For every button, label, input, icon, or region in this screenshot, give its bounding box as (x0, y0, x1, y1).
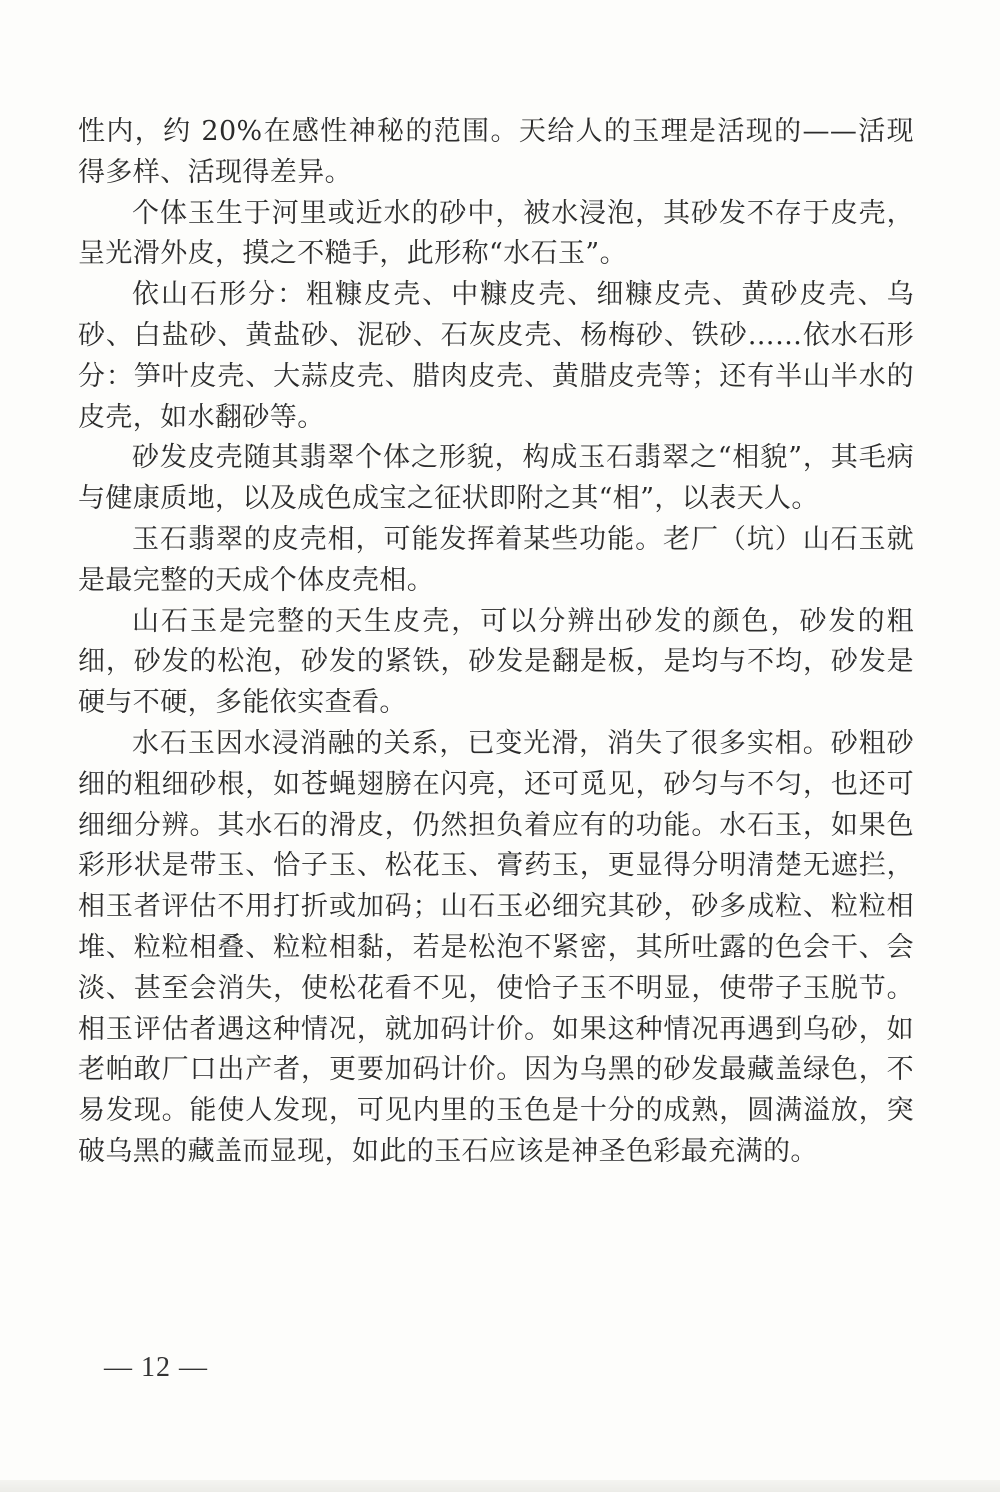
page-number: — 12 — (104, 1352, 208, 1383)
paragraph-7: 水石玉因水浸消融的关系，已变光滑，消失了很多实相。砂粗砂细的粗细砂根，如苍蝇翅膀在闪亮，还可觅见，砂匀与不匀，也还可细细分辨。其水石的滑皮，仍然担负着应有的功能。水石玉，如果色彩形状是带玉、恰子玉、松花玉、膏药玉，更显得分明清楚无遮拦，相玉者评估不用打折或加码；山石玉必细究其砂，砂多成粒、粒粒相堆、粒粒相叠、粒粒相黏，若是松泡不紧密，其所吐露的色会干、会淡、甚至会消失，使松花看不见，使恰子玉不明显，使带子玉脱节。相玉评估者遇这种情况，就加码计价。如果这种情况再遇到乌砂，如老帕敢厂口出产者，更要加码计价。因为乌黑的砂发最藏盖绿色，不易发现。能使人发现，可见内里的玉色是十分的成熟，圆满溢放，突破乌黑的藏盖而显现，如此的玉石应该是神圣色彩最充满的。 (78, 727, 914, 1167)
paragraph-1: 性内，约 20%在感性神秘的范围。天给人的玉理是活现的——活现得多样、活现得差异。 (78, 116, 914, 188)
body-text (78, 112, 914, 1173)
paragraph-2: 个体玉生于河里或近水的砂中，被水浸泡，其砂发不存于皮壳，呈光滑外皮，摸之不糙手，此形称“水石玉”。 (78, 197, 914, 270)
paragraph-4: 砂发皮壳随其翡翠个体之形貌，构成玉石翡翠之“相貌”，其毛病与健康质地，以及成色成宝之征状即附之其“相”，以表天人。 (78, 442, 914, 515)
paragraph-3: 依山石形分：粗糠皮壳、中糠皮壳、细糠皮壳、黄砂皮壳、乌砂、白盐砂、黄盐砂、泥砂、石灰皮壳、杨梅砂、铁砂……依水石形分：笋叶皮壳、大蒜皮壳、腊肉皮壳、黄腊皮壳等；还有半山半水的皮壳，如水翻砂等。 (78, 279, 914, 433)
paragraph-6: 山石玉是完整的天生皮壳，可以分辨出砂发的颜色，砂发的粗细，砂发的松泡，砂发的紧铁，砂发是翻是板，是均与不均，砂发是硬与不硬，多能依实查看。 (78, 605, 914, 719)
page-bottom-edge (0, 1480, 1000, 1492)
paragraph-5: 玉石翡翠的皮壳相，可能发挥着某些功能。老厂（坑）山石玉就是最完整的天成个体皮壳相。 (78, 523, 914, 596)
